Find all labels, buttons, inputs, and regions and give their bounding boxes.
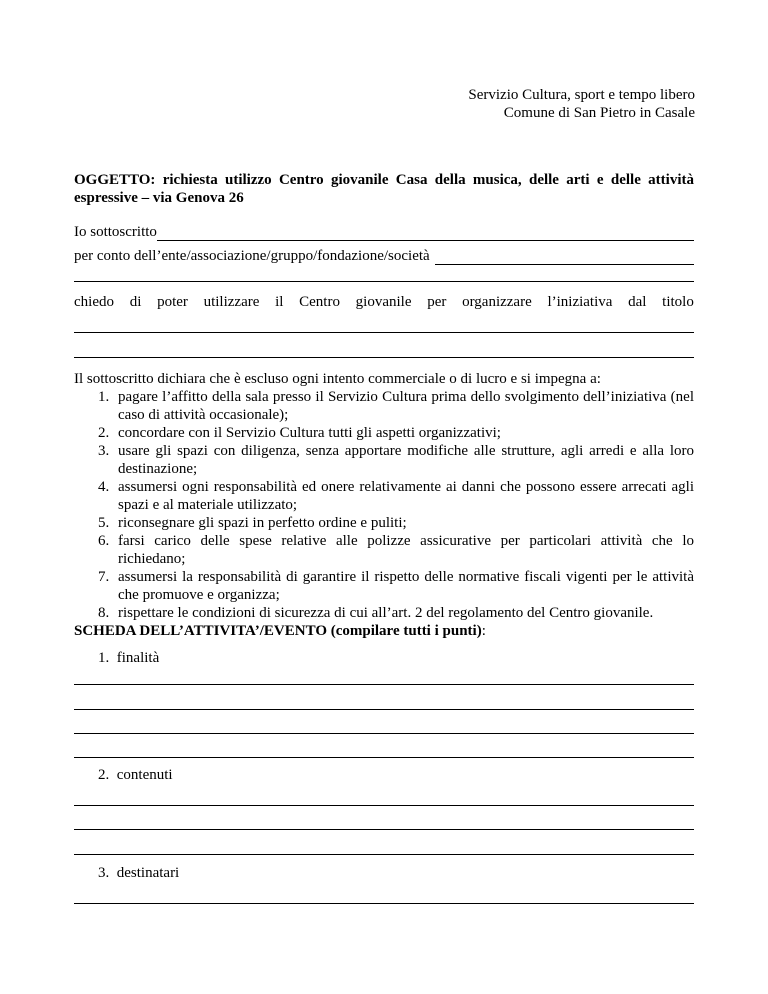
titolo-field-line-1[interactable] xyxy=(74,332,694,333)
titolo-field-line-2[interactable] xyxy=(74,357,694,358)
header-office: Servizio Cultura, sport e tempo libero xyxy=(468,87,695,103)
chiedo-word: per xyxy=(427,294,447,310)
chiedo-word: chiedo xyxy=(74,294,114,310)
contenuti-field-line[interactable] xyxy=(74,854,694,855)
ente-field[interactable] xyxy=(435,250,694,265)
destinatari-field-line[interactable] xyxy=(74,903,694,904)
sottoscritto-row xyxy=(74,223,694,241)
declaration-item: 6. farsi carico delle spese relative alle polizze assicurative per particolari attività che lo richiedano; xyxy=(98,533,694,567)
scheda-point-destinatari: 3. destinatari xyxy=(98,865,180,881)
declaration-item: 7. assumersi la responsabilità di garantire il rispetto delle normative fiscali vigenti per le attività che promuove e organizza; xyxy=(98,569,694,603)
declaration-intro: Il sottoscritto dichiara che è escluso ogni intento commerciale o di lucro e si impegna a: xyxy=(74,371,601,387)
finalita-field-line[interactable] xyxy=(74,733,694,734)
chiedo-line xyxy=(74,293,694,311)
declaration-item: 2. concordare con il Servizio Cultura tutti gli aspetti organizzativi; xyxy=(98,425,501,441)
declaration-item: 1. pagare l’affitto della sala presso il Servizio Cultura prima dello svolgimento dell’iniziativa (nel caso di attività occasionale); xyxy=(98,389,694,423)
chiedo-word: giovanile xyxy=(355,294,412,310)
chiedo-word: titolo xyxy=(662,294,694,310)
subject-line-1: OGGETTO: richiesta utilizzo Centro giovanile Casa della musica, delle arti e delle attività xyxy=(74,172,694,188)
contenuti-field-line[interactable] xyxy=(74,805,694,806)
scheda-point-finalita: 1. finalità xyxy=(98,650,160,666)
declaration-item: 3. usare gli spazi con diligenza, senza apportare modifiche alle strutture, agli arredi e alla loro destinazione; xyxy=(98,443,694,477)
scheda-title-colon: : xyxy=(481,623,486,639)
chiedo-word: dal xyxy=(628,294,647,310)
finalita-field-line[interactable] xyxy=(74,709,694,710)
chiedo-word: utilizzare xyxy=(203,294,260,310)
ente-row xyxy=(74,247,694,265)
declaration-item: 5. riconsegnare gli spazi in perfetto ordine e puliti; xyxy=(98,515,407,531)
scheda-heading xyxy=(74,622,486,640)
contenuti-field-line[interactable] xyxy=(74,829,694,830)
ente-field-line-2[interactable] xyxy=(74,281,694,282)
subject-line-2: espressive – via Genova 26 xyxy=(74,190,244,206)
finalita-field-line[interactable] xyxy=(74,684,694,685)
scheda-point-contenuti: 2. contenuti xyxy=(98,767,173,783)
declaration-item: 8. rispettare le condizioni di sicurezza di cui all’art. 2 del regolamento del Centro giovanile. xyxy=(98,605,654,621)
ente-label: per conto dell’ente/associazione/gruppo/fondazione/società xyxy=(74,248,430,264)
chiedo-word: Centro xyxy=(299,294,340,310)
sottoscritto-field[interactable] xyxy=(157,226,694,241)
chiedo-word: di xyxy=(129,294,142,310)
finalita-field-line[interactable] xyxy=(74,757,694,758)
chiedo-word: il xyxy=(275,294,284,310)
header-municipality: Comune di San Pietro in Casale xyxy=(503,105,695,121)
scheda-title: SCHEDA DELL’ATTIVITA’/EVENTO (compilare tutti i punti) xyxy=(74,623,482,639)
chiedo-word: poter xyxy=(157,294,188,310)
chiedo-word: organizzare xyxy=(462,294,532,310)
declaration-list xyxy=(74,388,694,622)
chiedo-word: l’iniziativa xyxy=(547,294,613,310)
declaration-item: 4. assumersi ogni responsabilità ed onere relativamente ai danni che possono essere arrecati agli spazi e al materiale utilizzato; xyxy=(98,479,694,513)
sottoscritto-label: Io sottoscritto xyxy=(74,224,157,240)
